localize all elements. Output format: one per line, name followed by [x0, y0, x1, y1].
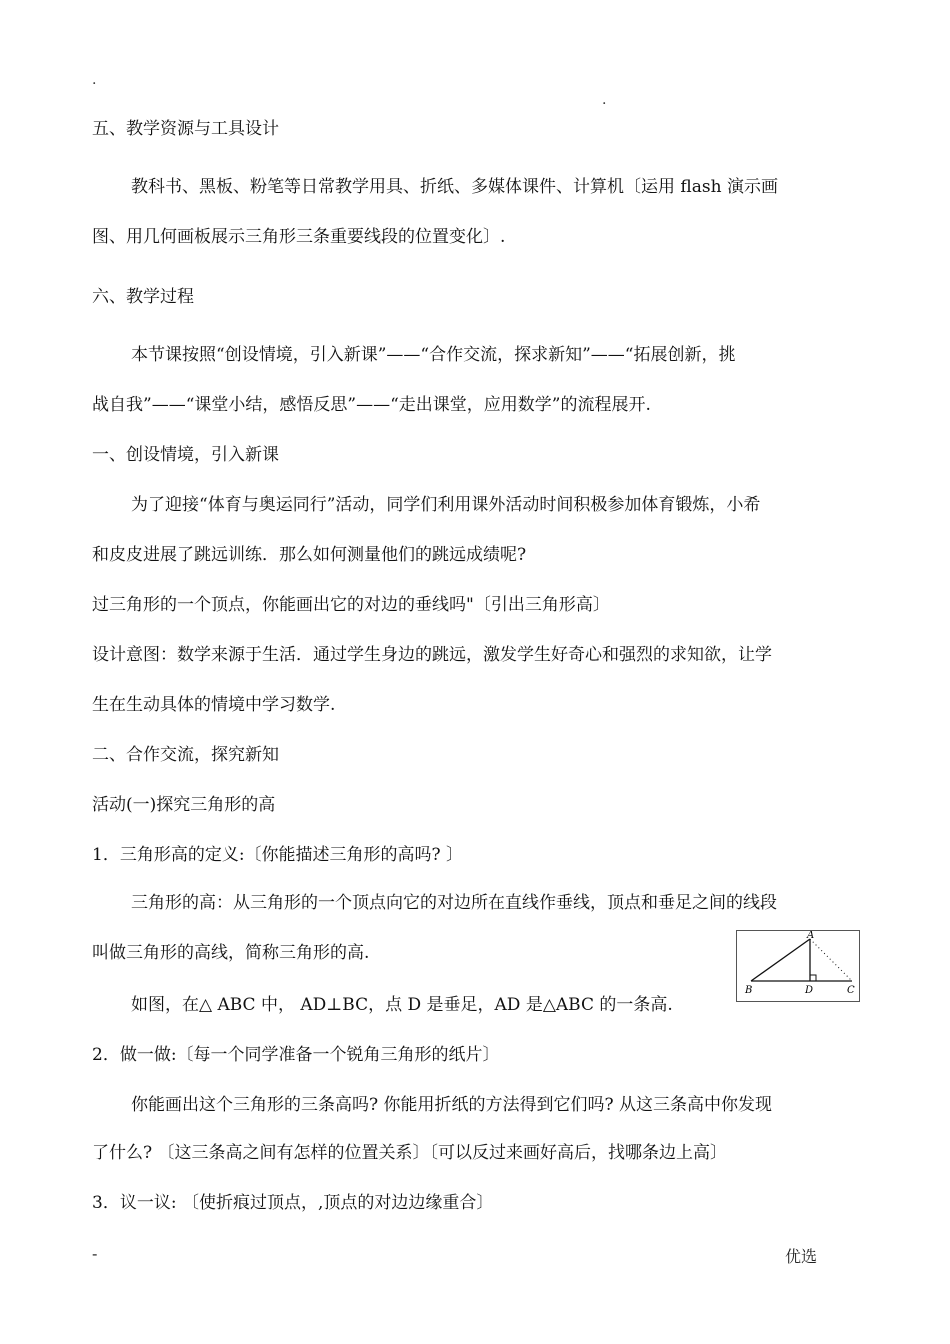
paragraph-line: 本节课按照“创设情境，引入新课”——“合作交流，探求新知”——“拓展创新，挑 — [131, 345, 736, 365]
triangle-diagram — [737, 931, 859, 1001]
label-b: B — [745, 985, 753, 996]
footer-label: 优选 — [785, 1247, 818, 1266]
paragraph-line: 三角形的高：从三角形的一个顶点向它的对边所在直线作垂线，顶点和垂足之间的线段 — [131, 893, 777, 913]
paragraph-line: 如图，在△ ABC 中， AD⊥BC，点 D 是垂足，AD 是△ABC 的一条高. — [131, 995, 673, 1015]
label-d: D — [805, 985, 814, 996]
header-dot-left: . — [92, 72, 97, 88]
numbered-item-2: 2．做一做:〔每一个同学准备一个锐角三角形的纸片〕 — [92, 1045, 500, 1065]
paragraph-line: 过三角形的一个顶点，你能画出它的对边的垂线吗"〔引出三角形高〕 — [92, 595, 610, 615]
numbered-item-1: 1．三角形高的定义:〔你能描述三角形的高吗? 〕 — [92, 845, 464, 865]
numbered-item-3: 3．议一议: 〔使折痕过顶点，,顶点的对边边缘重合〕 — [92, 1193, 494, 1213]
header-dot-right: . — [602, 92, 607, 108]
paragraph-line: 和皮皮进展了跳远训练．那么如何测量他们的跳远成绩呢? — [92, 545, 527, 565]
activity-heading: 活动(一)探究三角形的高 — [92, 795, 276, 815]
paragraph-line: 设计意图：数学来源于生活．通过学生身边的跳远，激发学生好奇心和强烈的求知欲，让学 — [92, 645, 772, 665]
label-a: A — [807, 931, 815, 941]
paragraph-line: 为了迎接“体育与奥运同行”活动，同学们利用课外活动时间积极参加体育锻炼，小希 — [131, 495, 761, 515]
section-heading-6: 六、教学过程 — [92, 287, 194, 307]
footer-dash: - — [92, 1244, 98, 1263]
side-ab — [751, 939, 810, 981]
paragraph-line: 图、用几何画板展示三角形三条重要线段的位置变化〕. — [92, 227, 506, 247]
paragraph-line: 战自我”——“课堂小结，感悟反思”——“走出课堂，应用数学”的流程展开. — [92, 395, 651, 415]
paragraph-line: 叫做三角形的高线，简称三角形的高. — [92, 943, 370, 963]
right-angle-mark — [810, 975, 816, 981]
subsection-heading-2: 二、合作交流，探究新知 — [92, 745, 279, 765]
triangle-figure — [736, 930, 860, 1002]
label-c: C — [847, 985, 855, 996]
section-heading-5: 五、教学资源与工具设计 — [92, 119, 279, 139]
paragraph-line: 生在生动具体的情境中学习数学. — [92, 695, 336, 715]
paragraph-line: 你能画出这个三角形的三条高吗? 你能用折纸的方法得到它们吗? 从这三条高中你发现 — [131, 1095, 773, 1115]
subsection-heading-1: 一、创设情境，引入新课 — [92, 445, 279, 465]
paragraph-line: 了什么? 〔这三条高之间有怎样的位置关系〕〔可以反过来画好高后，找哪条边上高〕 — [92, 1143, 728, 1163]
paragraph-line: 教科书、黑板、粉笔等日常教学用具、折纸、多媒体课件、计算机〔运用 flash 演示画 — [131, 177, 778, 197]
